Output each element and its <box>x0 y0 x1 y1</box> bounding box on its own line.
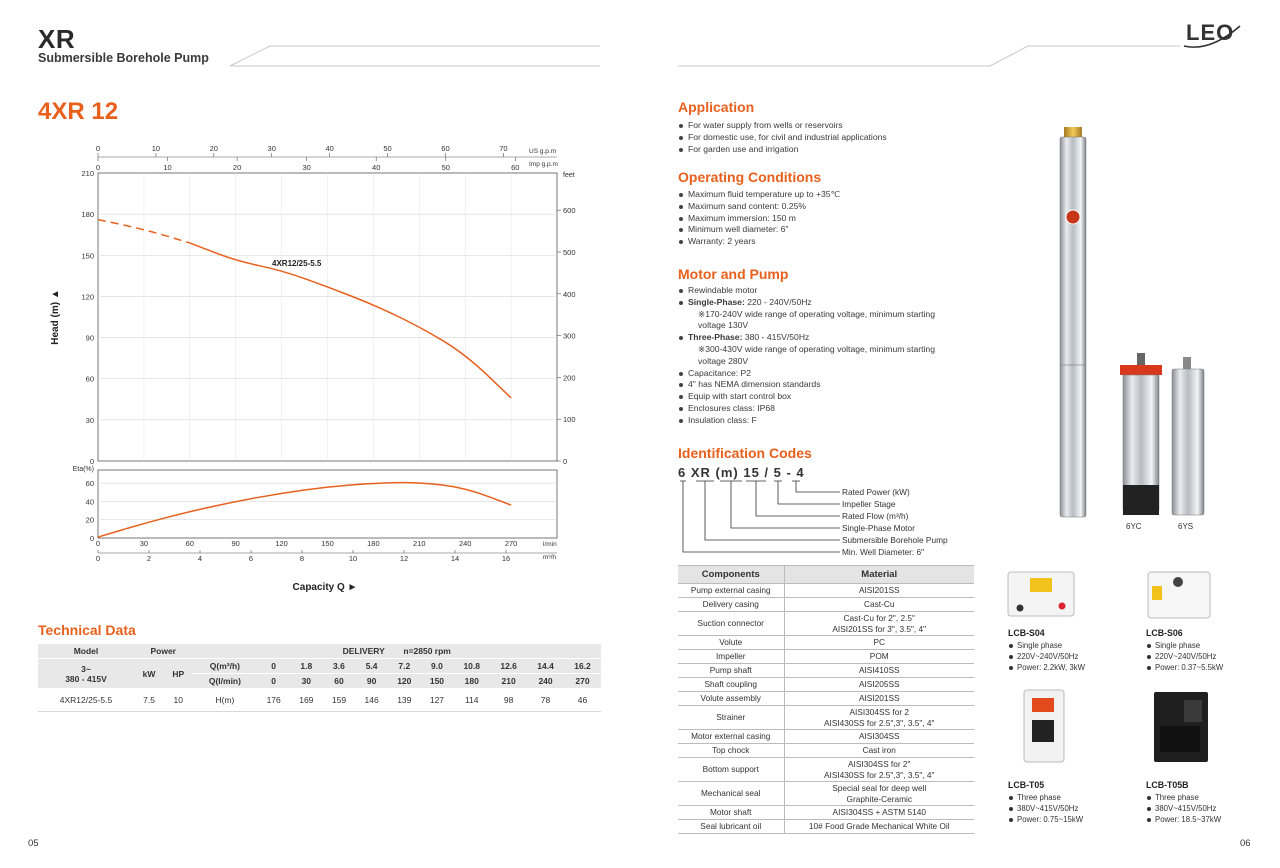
q-lmin-cell: 240 <box>527 674 564 689</box>
id-label: Rated Power (kW) <box>842 487 910 497</box>
row-head-value: 78 <box>527 689 564 712</box>
q-m3h-cell: 7.2 <box>388 659 421 674</box>
q-m3h-cell: 0 <box>257 659 290 674</box>
list-item: Insulation class: F <box>678 415 935 427</box>
row-h-label: H(m) <box>192 689 257 712</box>
component-name: Motor external casing <box>678 730 784 744</box>
row-head-value: 98 <box>490 689 527 712</box>
table-row <box>678 598 974 612</box>
row-head-value: 159 <box>323 689 356 712</box>
component-name: Impeller <box>678 650 784 664</box>
us-tick-label: 0 <box>95 144 101 153</box>
list-item: 4" has NEMA dimension standards <box>678 379 935 391</box>
component-name: Pump external casing <box>678 584 784 598</box>
y2-tick-label: 0 <box>563 457 568 466</box>
q-m3h-cell: 10.8 <box>453 659 490 674</box>
lmin-tick-label: 240 <box>458 539 472 548</box>
id-label: Min. Well Diameter: 6" <box>842 547 925 557</box>
th-kw: kW <box>134 659 164 689</box>
component-material: PC <box>784 636 974 650</box>
motor-ys-caption: 6YS <box>1178 522 1194 531</box>
y2-tick-label: 100 <box>563 415 576 425</box>
th-hp: HP <box>164 659 192 689</box>
components-table <box>678 565 974 834</box>
performance-chart <box>0 140 600 605</box>
list-item: Power: 0.75~15kW <box>1008 814 1083 825</box>
technical-data-table <box>38 644 601 712</box>
eta-tick-label: 20 <box>85 515 94 525</box>
list-item: Rewindable motor <box>678 285 935 297</box>
single-phase-value: 220 - 240V/50Hz <box>744 296 812 307</box>
lmin-tick-label: 180 <box>367 539 380 548</box>
y2-tick-label: 300 <box>563 331 576 341</box>
list-item: For water supply from wells or reservoirs <box>678 120 887 132</box>
box-list-lcb-t05b <box>1146 792 1221 825</box>
th-power: Power <box>134 644 192 659</box>
three-phase-value: 380 - 415V/50Hz <box>742 332 810 343</box>
list-item: Maximum fluid temperature up to +35℃ <box>678 189 840 201</box>
curve-label: 4XR12/25-5.5 <box>272 259 322 268</box>
lmin-tick-label: 120 <box>275 539 288 548</box>
m3h-tick-label: 16 <box>501 554 511 563</box>
box-title-lcb-s06: LCB-S06 <box>1146 628 1183 638</box>
q-m3h-cell: 14.4 <box>527 659 564 674</box>
pump-body <box>1060 137 1086 517</box>
lcb-t05-image <box>1020 688 1070 768</box>
component-name: Top chock <box>678 744 784 758</box>
identification-title: Identification Codes <box>678 445 812 461</box>
efficiency-curve <box>98 483 511 537</box>
th-model: Model <box>38 644 134 659</box>
us-tick-label: 50 <box>383 144 392 153</box>
component-name: Delivery casing <box>678 598 784 612</box>
m3h-tick-label: 2 <box>146 554 152 563</box>
m3h-tick-label: 14 <box>450 554 460 563</box>
components-body <box>678 584 974 834</box>
q-lmin-cell: 30 <box>290 674 323 689</box>
list-item: Three phase <box>1008 792 1083 803</box>
q-lmin-cell: 270 <box>564 674 601 689</box>
table-row <box>678 612 974 636</box>
m3h-tick-label: 6 <box>248 554 254 563</box>
imp-tick-label: 40 <box>372 163 381 172</box>
list-item: Power: 2.2kW, 3kW <box>1008 662 1085 673</box>
table-row <box>678 692 974 706</box>
row-head-value: 169 <box>290 689 323 712</box>
head-curve <box>190 243 511 398</box>
chart-group <box>50 144 576 593</box>
q-m3h-cell: 3.6 <box>323 659 356 674</box>
component-name: Seal lubricant oil <box>678 820 784 834</box>
y2-tick-label: 500 <box>563 247 576 257</box>
row-head-value: 139 <box>388 689 421 712</box>
q-lmin-cell: 90 <box>355 674 388 689</box>
q-lmin-cell: 60 <box>323 674 356 689</box>
eta-tick-label: 0 <box>89 534 94 543</box>
row-head-value: 127 <box>421 689 454 712</box>
y2-axis-label: feet <box>563 172 575 179</box>
y-tick-label: 30 <box>85 415 94 425</box>
lmin-tick-label: 60 <box>185 539 194 548</box>
m3h-tick-label: 8 <box>299 554 305 563</box>
motor-list <box>678 285 935 427</box>
imp-tick-label: 0 <box>95 163 101 172</box>
component-material: Cast iron <box>784 744 974 758</box>
brand-title: XR <box>38 24 76 54</box>
q-m3h-cell: 1.8 <box>290 659 323 674</box>
list-item: Power: 18.5~37kW <box>1146 814 1221 825</box>
list-item <box>678 297 935 309</box>
lcb-s06-image <box>1140 566 1222 624</box>
th-q-lmin: Q(l/min) <box>192 674 257 689</box>
component-material: AISI205SS <box>784 678 974 692</box>
q-m3h-cell: 5.4 <box>355 659 388 674</box>
component-name: Mechanical seal <box>678 782 784 806</box>
list-note: voltage 130V <box>698 320 749 331</box>
q-lmin-cell: 210 <box>490 674 527 689</box>
row-head-value: 114 <box>453 689 490 712</box>
component-name: Motor shaft <box>678 806 784 820</box>
component-material: Cast-Cu for 2", 2.5" AISI201SS for 3", 3.5", 4" <box>784 612 974 636</box>
lmin-tick-label: 30 <box>139 539 149 548</box>
table-row <box>678 758 974 782</box>
component-material: AISI410SS <box>784 664 974 678</box>
y-tick-label: 60 <box>85 374 94 384</box>
y2-tick-label: 200 <box>563 373 576 383</box>
table-row <box>678 706 974 730</box>
component-material: AISI201SS <box>784 692 974 706</box>
lmin-tick-label: 150 <box>321 539 334 548</box>
motor-ys-body <box>1172 369 1204 515</box>
q-lmin-cell: 150 <box>421 674 454 689</box>
q-m3h-cell: 9.0 <box>421 659 454 674</box>
q-lmin-cell: 0 <box>257 674 290 689</box>
list-note: ※170-240V wide range of operating voltage, minimum starting <box>698 308 935 319</box>
lcb-t05b-image <box>1150 690 1214 766</box>
m3h-tick-label: 10 <box>348 554 358 563</box>
list-item: For garden use and irrigation <box>678 144 887 156</box>
component-material: POM <box>784 650 974 664</box>
table-row <box>678 806 974 820</box>
table-row <box>678 744 974 758</box>
imp-gpm-label: Imp g.p.m <box>529 161 558 168</box>
list-item: For domestic use, for civil and industrial applications <box>678 132 887 144</box>
motor-title: Motor and Pump <box>678 266 789 282</box>
th-components: Components <box>678 566 784 584</box>
us-tick-label: 10 <box>151 144 161 153</box>
y-tick-label: 0 <box>89 457 94 466</box>
list-item: 220V~240V/50Hz <box>1146 651 1223 662</box>
row-head-value: 46 <box>564 689 601 712</box>
technical-data-title: Technical Data <box>38 622 136 638</box>
list-item: 380V~415V/50Hz <box>1146 803 1221 814</box>
identification-code: 6 XR (m) 15 / 5 - 4 <box>678 465 805 480</box>
list-item: Enclosures class: IP68 <box>678 403 935 415</box>
table-row <box>38 689 601 712</box>
q-m3h-cell: 16.2 <box>564 659 601 674</box>
y-axis-label: Head (m) ▲ <box>50 289 61 345</box>
box-list-lcb-s04 <box>1008 640 1085 673</box>
list-item: Capacitance: P2 <box>678 368 935 380</box>
row-model: 4XR12/25-5.5 <box>38 689 134 712</box>
table-row <box>678 782 974 806</box>
box-title-lcb-s04: LCB-S04 <box>1008 628 1045 638</box>
imp-tick-label: 50 <box>441 163 450 172</box>
x-axis-label: Capacity Q ► <box>292 582 358 593</box>
table-row <box>678 820 974 834</box>
eta-tick-label: 40 <box>85 497 94 507</box>
imp-tick-label: 30 <box>302 163 311 172</box>
row-head-value: 146 <box>355 689 388 712</box>
component-material: 10# Food Grade Mechanical White Oil <box>784 820 974 834</box>
brand-subtitle: Submersible Borehole Pump <box>38 51 209 65</box>
us-gpm-label: US g.p.m <box>529 148 557 155</box>
component-material: Special seal for deep well Graphite-Ceramic <box>784 782 974 806</box>
y-tick-label: 150 <box>81 251 94 261</box>
page-number-right: 06 <box>1240 838 1251 849</box>
three-phase-label: Three-Phase: <box>688 332 743 343</box>
table-row <box>678 730 974 744</box>
component-material: AISI304SS <box>784 730 974 744</box>
id-label: Submersible Borehole Pump <box>842 535 948 545</box>
list-item: 220V~240V/50Hz <box>1008 651 1085 662</box>
table-row <box>678 636 974 650</box>
component-material: AISI304SS for 2" AISI430SS for 2.5",3", 3.5", 4" <box>784 758 974 782</box>
id-label: Impeller Stage <box>842 499 896 509</box>
row-kw: 7.5 <box>134 689 164 712</box>
list-item: Maximum immersion: 150 m <box>678 213 840 225</box>
list-item: Power: 0.37~5.5kW <box>1146 662 1223 673</box>
logo-swoosh-icon <box>1180 22 1244 52</box>
list-item: Warranty: 2 years <box>678 236 840 248</box>
m3h-tick-label: 4 <box>197 554 203 563</box>
row-head-value: 176 <box>257 689 290 712</box>
table-row <box>678 650 974 664</box>
box-title-lcb-t05b: LCB-T05B <box>1146 780 1189 790</box>
eta-axis-label: Eta(%) <box>72 466 94 473</box>
m3h-unit-label: m³/h <box>543 554 556 561</box>
th-delivery <box>192 644 601 659</box>
eta-tick-label: 60 <box>85 479 94 489</box>
component-material: Cast-Cu <box>784 598 974 612</box>
page-number-left: 05 <box>28 838 39 849</box>
lmin-tick-label: 210 <box>413 539 426 548</box>
id-label: Single-Phase Motor <box>842 523 915 533</box>
lmin-tick-label: 90 <box>231 539 240 548</box>
header-lines <box>0 0 1280 80</box>
motor-yc-base <box>1123 485 1159 515</box>
list-item: Three phase <box>1146 792 1221 803</box>
voltage-line1: 3~ <box>81 663 91 674</box>
imp-tick-label: 20 <box>232 163 242 172</box>
list-item: Minimum well diameter: 6" <box>678 224 840 236</box>
y-tick-label: 90 <box>85 333 94 343</box>
imp-tick-label: 10 <box>163 163 172 172</box>
y2-tick-label: 400 <box>563 289 576 299</box>
component-name: Volute <box>678 636 784 650</box>
box-list-lcb-t05 <box>1008 792 1083 825</box>
operating-list <box>678 189 840 248</box>
component-name: Volute assembly <box>678 692 784 706</box>
single-phase-label: Single-Phase: <box>688 296 745 307</box>
us-tick-label: 60 <box>441 144 450 153</box>
eta-plot-frame <box>98 470 557 538</box>
component-material: AISI201SS <box>784 584 974 598</box>
list-item: Single phase <box>1008 640 1085 651</box>
pump-badge-icon <box>1066 210 1080 224</box>
list-item: Maximum sand content: 0.25% <box>678 201 840 213</box>
lmin-tick-label: 0 <box>95 539 101 548</box>
table-row <box>678 664 974 678</box>
list-item: Single phase <box>1146 640 1223 651</box>
motor-yc-caption: 6YC <box>1126 522 1142 531</box>
m3h-tick-label: 0 <box>95 554 101 563</box>
box-title-lcb-t05: LCB-T05 <box>1008 780 1045 790</box>
table-row <box>678 584 974 598</box>
pump-outlet <box>1064 127 1082 137</box>
list-note: ※300-430V wide range of operating voltage, minimum starting <box>698 343 935 354</box>
list-item: Equip with start control box <box>678 391 935 403</box>
motor-yc-top <box>1120 365 1162 375</box>
operating-title: Operating Conditions <box>678 169 822 185</box>
list-note: voltage 280V <box>698 355 749 366</box>
q-lmin-cell: 120 <box>388 674 421 689</box>
y-tick-label: 210 <box>81 169 94 178</box>
list-item: 380V~415V/50Hz <box>1008 803 1083 814</box>
component-name: Shaft coupling <box>678 678 784 692</box>
th-q-m3h: Q(m³/h) <box>192 659 257 674</box>
delivery-label: DELIVERY <box>342 646 385 656</box>
rpm-label: n=2850 rpm <box>403 646 451 656</box>
lcb-s04-image <box>1002 566 1084 624</box>
component-material: AISI304SS for 2 AISI430SS for 2.5",3", 3.5", 4" <box>784 706 974 730</box>
y2-tick-label: 600 <box>563 206 576 216</box>
application-list <box>678 120 887 155</box>
table-row <box>678 678 974 692</box>
th-voltage <box>38 659 134 689</box>
model-title: 4XR 12 <box>38 98 119 125</box>
lmin-unit-label: l/min <box>543 541 557 548</box>
m3h-tick-label: 12 <box>399 554 409 563</box>
us-tick-label: 20 <box>209 144 218 153</box>
application-title: Application <box>678 99 755 115</box>
lmin-tick-label: 270 <box>504 539 518 548</box>
q-lmin-cell: 180 <box>453 674 490 689</box>
us-tick-label: 30 <box>267 144 276 153</box>
th-material: Material <box>784 566 974 584</box>
us-tick-label: 70 <box>499 144 508 153</box>
identification-lines <box>670 475 850 560</box>
id-label: Rated Flow (m³/h) <box>842 511 909 521</box>
y-tick-label: 120 <box>81 292 94 302</box>
list-item <box>678 332 935 344</box>
imp-tick-label: 60 <box>511 163 520 172</box>
leo-logo: LEO <box>1186 20 1235 45</box>
pump-illustration <box>1040 125 1240 525</box>
component-name: Pump shaft <box>678 664 784 678</box>
us-tick-label: 40 <box>325 144 334 153</box>
component-name: Strainer <box>678 706 784 730</box>
component-name: Bottom support <box>678 758 784 782</box>
box-list-lcb-s06 <box>1146 640 1223 673</box>
y-tick-label: 180 <box>81 210 94 220</box>
voltage-line2: 380 - 415V <box>65 673 107 684</box>
component-name: Suction connector <box>678 612 784 636</box>
q-m3h-cell: 12.6 <box>490 659 527 674</box>
component-material: AISI304SS + ASTM 5140 <box>784 806 974 820</box>
row-hp: 10 <box>164 689 192 712</box>
